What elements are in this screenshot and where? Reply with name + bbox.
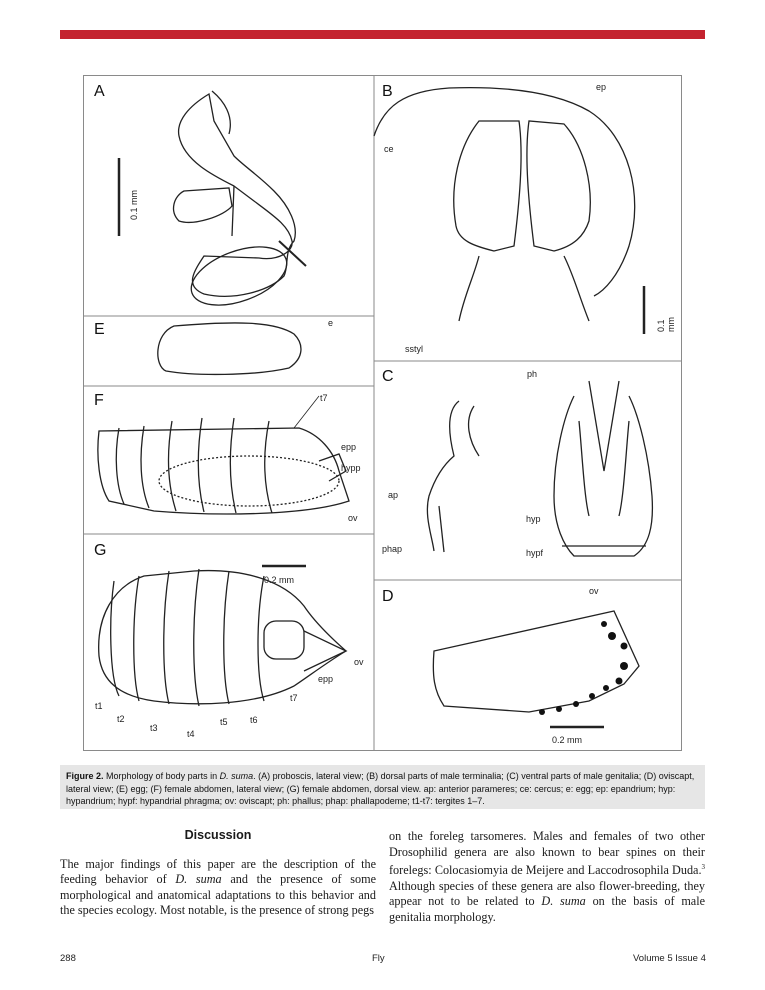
figure-2 [83,75,682,751]
panel-grid [84,76,681,750]
label-ep: ep [596,82,607,92]
right-text-a: on the foreleg tarsomeres. Males and females of two other Drosophilid genera are also known to bear spines on their forelegs: Colocasiomyia de Meijere and Laccodrosophila Duda. [389,829,705,878]
left-text-b: and the presence of some morphological and anatomical adaptations to this behavior and the species ecology. Most notable, is the presence of strong pegs [60,872,377,918]
scale-label-b: 0.1 mm [656,317,676,332]
label-ov-f: ov [348,513,358,523]
label-t6: t6 [250,715,258,725]
panel-label-e: E [94,321,105,338]
label-phap: phap [382,544,403,554]
label-epp-f: epp [341,442,357,452]
footer-volume: Volume 5 Issue 4 [633,953,706,964]
panel-label-a: A [94,83,105,100]
label-sstyl: sstyl [405,344,423,354]
oviscapt-drawing [433,611,639,727]
scale-label-d: 0.2 mm [552,735,583,745]
body-column-left [60,828,376,919]
label-ov-g: ov [354,657,364,667]
section-heading: Discussion [184,828,252,842]
footer-page-number: 288 [60,953,76,964]
panel-label-b: B [382,83,393,100]
label-t3: t3 [150,723,158,733]
panel-label-f: F [94,392,104,409]
female-abdomen-lateral-drawing [98,396,349,514]
left-text-a: The major findings of this paper are the description of the feeding behavior of [60,856,376,887]
egg-drawing [158,323,301,375]
footer-journal: Fly [372,953,385,964]
label-ov-d: ov [589,586,599,596]
left-species: D. suma [175,872,222,887]
panel-label-d: D [382,588,394,605]
caption-label: Figure 2. [66,771,104,781]
male-genitalia-ventral-drawing [427,381,652,556]
label-t5: t5 [220,717,228,727]
caption-species: D. suma [219,771,254,781]
label-t1: t1 [95,701,103,711]
figure-drawings [84,76,681,750]
label-t7-g: t7 [290,693,298,703]
right-ref: 3 [701,863,705,872]
figure-caption [60,765,705,809]
right-species: D. suma [541,894,586,909]
right-text-c: on the basis of male genitalia morphology. [389,894,706,925]
label-t4: t4 [187,729,195,739]
male-terminalia-dorsal-drawing [374,88,644,334]
caption-text-a: Morphology of body parts in [106,771,218,781]
label-ph: ph [527,369,538,379]
caption-text-b: . (A) proboscis, lateral view; (B) dorsal parts of male terminalia; (C) ventral parts of male genitalia; (D) oviscapt, lateral view; (E) egg; (F) female abdomen, lateral view; (G) female abdomen, dorsal view. ap: anterior parameres; ce: cercus; e: egg; ep: epandrium; hyp: hypandrium; hypf: hypandrial phragma; ov: oviscapt; ph: phallus; phap: phallapodeme; t1-t7: tergites 1–7. [66,771,695,806]
header-accent-bar [60,30,705,39]
label-e: e [328,318,334,328]
proboscis-drawing [119,91,306,317]
body-column-right [389,829,705,926]
label-ce: ce [384,144,394,154]
label-hypp: hypp [341,463,361,473]
scale-label-a: 0.1 mm [129,189,139,220]
label-t7-f: t7 [320,393,328,403]
panel-label-c: C [382,368,394,385]
label-t2: t2 [117,714,125,724]
scale-label-g: 0.2 mm [264,575,295,585]
panel-label-g: G [94,542,107,559]
label-hyp: hyp [526,514,541,524]
label-ap: ap [388,490,399,500]
label-epp-g: epp [318,674,334,684]
female-abdomen-dorsal-drawing [99,566,346,706]
label-hypf: hypf [526,548,544,558]
right-text-b: Although species of these genera are also flower-breeding, they appear not to be related to [389,878,705,909]
